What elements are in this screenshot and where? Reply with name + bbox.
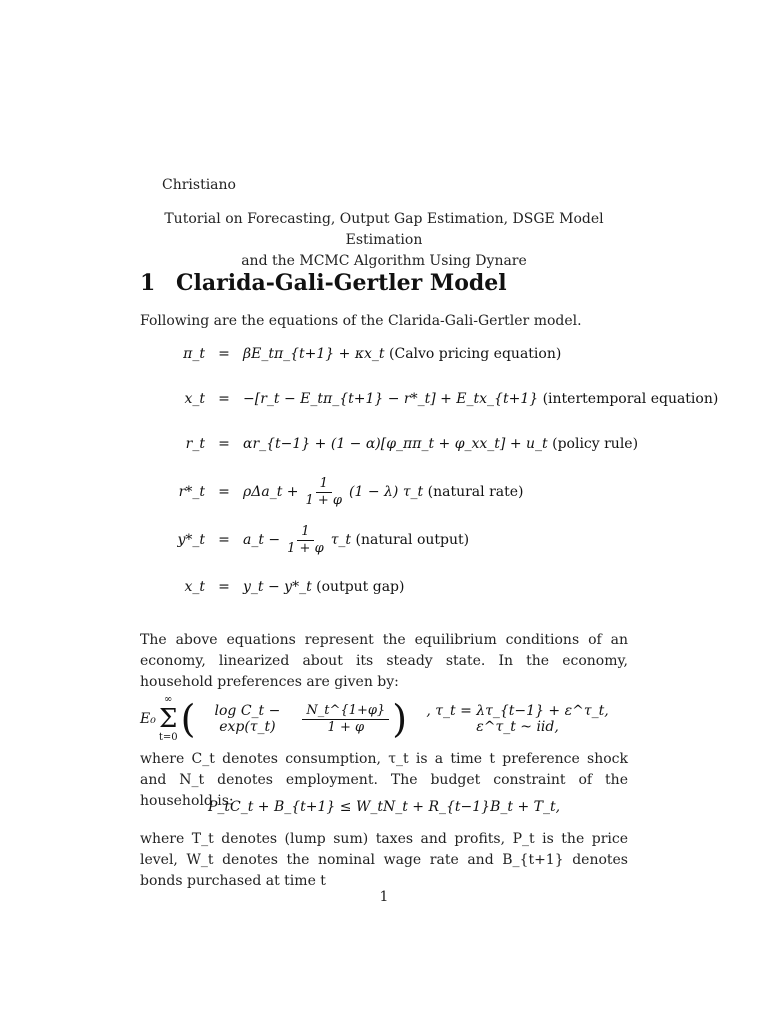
fraction (302, 476, 347, 509)
equation-row (150, 470, 524, 514)
summation-upper-limit: ∞ (164, 694, 173, 705)
body-paragraph: where C_t denotes consumption, τ_t is a time t preference shock and N_t denotes employment. The budget constraint of the household is: (140, 751, 628, 809)
equation-lhs: r*_t (178, 484, 205, 500)
equation-sign: = (218, 532, 230, 548)
equation-row (150, 518, 469, 562)
equation-rhs (243, 436, 638, 452)
fraction (302, 703, 389, 736)
body-paragraph: The above equations represent the equilibrium conditions of an economy, linearized about its steady state. In the economy, household preferences are given by: (140, 632, 628, 690)
left-parenthesis: ( (180, 697, 196, 741)
equation-lhs: y*_t (177, 532, 205, 548)
utility-expression (140, 694, 628, 744)
equation-expression-pre: ρΔa_t + (243, 484, 299, 500)
equation-expression: αr_{t−1} + (1 − α)[φ_ππ_t + φ_xx_t] + u_t (243, 436, 548, 452)
summation-sign: Σ (159, 704, 178, 734)
equation-note: (policy rule) (552, 436, 639, 452)
body-paragraph: where T_t denotes (lump sum) taxes and profits, P_t is the price level, W_t denotes the nominal wage rate and B_{t+1} denotes bonds purchased at time t (140, 831, 628, 889)
right-parenthesis: ) (392, 697, 408, 741)
equation-note: (natural output) (355, 532, 470, 548)
utility-post: , τ_t = λτ_{t−1} + ε^τ_t, ε^τ_t ~ iid, (426, 703, 609, 735)
equation-lhs: x_t (184, 579, 205, 595)
section-intro: Following are the equations of the Clarida-Gali-Gertler model. (140, 313, 582, 329)
utility-equation (140, 694, 628, 744)
fraction-denominator: 1 + φ (305, 492, 343, 508)
section-heading (140, 270, 507, 296)
equation-sign: = (218, 436, 230, 452)
equation-rhs (243, 579, 404, 595)
equation-sign: = (218, 346, 230, 362)
document-subtitle (140, 209, 628, 272)
fraction-numerator: 1 (316, 476, 332, 493)
section-title: Clarida-Gali-Gertler Model (176, 270, 507, 296)
budget-constraint-equation: P_tC_t + B_{t+1} ≤ W_tN_t + R_{t−1}B_t + T_t, (207, 799, 561, 815)
summation-lower-limit: t=0 (158, 732, 178, 743)
equation-row (150, 572, 404, 602)
fraction-numerator: 1 (297, 524, 313, 541)
equation-rhs (243, 391, 718, 407)
equation-sign: = (218, 484, 230, 500)
equation-note: (output gap) (316, 579, 405, 595)
subtitle-line-1: Tutorial on Forecasting, Output Gap Estimation, DSGE Model Estimation (164, 211, 604, 248)
page-number: 1 (379, 889, 389, 905)
equation-rhs (243, 346, 561, 362)
equation-rhs (243, 476, 524, 509)
section-number: 1 (140, 270, 156, 296)
equation-expression: y_t − y*_t (243, 579, 312, 595)
equation-note: (Calvo pricing equation) (389, 346, 562, 362)
equation-expression: βE_tπ_{t+1} + κx_t (243, 346, 385, 362)
equation-expression-post: (1 − λ) τ_t (349, 484, 424, 500)
summation (159, 694, 178, 744)
fraction (283, 524, 328, 557)
equation-expression: −[r_t − E_tπ_{t+1} − r*_t] + E_tx_{t+1} (243, 391, 539, 407)
equation-expression-pre: a_t − (243, 532, 281, 548)
equation-row (150, 339, 561, 369)
expectation-operator: E₀ (140, 711, 156, 727)
equation-lhs: r_t (185, 436, 205, 452)
fraction-numerator: N_t^{1+φ} (302, 703, 389, 720)
equation-rhs (243, 524, 469, 557)
equation-lhs: x_t (184, 391, 205, 407)
equation-sign: = (218, 391, 230, 407)
equation-lhs: π_t (183, 346, 205, 362)
fraction-denominator: 1 + φ (327, 719, 365, 735)
equation-sign: = (218, 579, 230, 595)
author-name: Christiano (162, 177, 236, 193)
equation-note: (intertemporal equation) (542, 391, 719, 407)
equation-note: (natural rate) (427, 484, 524, 500)
utility-body: log C_t − exp(τ_t) (214, 703, 281, 735)
equation-row (150, 384, 718, 414)
subtitle-line-2: and the MCMC Algorithm Using Dynare (241, 253, 527, 269)
equation-expression-post: τ_t (330, 532, 352, 548)
equation-row (150, 429, 638, 459)
fraction-denominator: 1 + φ (287, 540, 324, 556)
